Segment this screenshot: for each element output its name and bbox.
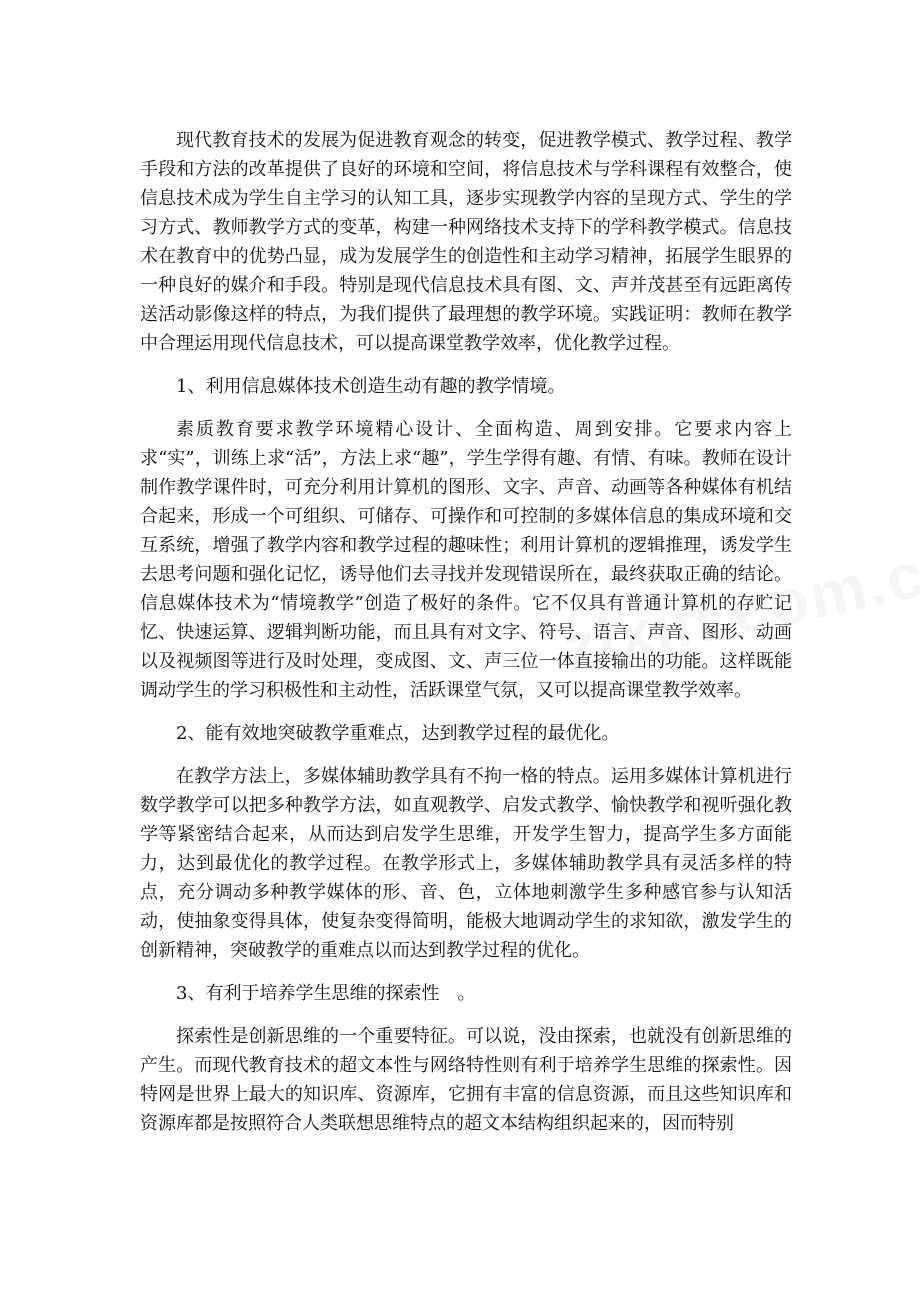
section-heading-3: 3、有利于培养学生思维的探索性 。	[176, 983, 476, 1004]
intro-paragraph: 现代教育技术的发展为促进教育观念的转变，促进教学模式、教学过程、教学手段和方法的改革提供了良好的环境和空间，将信息技术与学科课程有效整合，使信息技术成为学生自主学习的认知工具，逐步实现教学内容的呈现方式、学生的学习方式、教师教学方式的变革，构建一种网络技术支持下的学科教学模式。信息技术在教育中的优势凸显，成为发展学生的创造性和主动学习精神，拓展学生眼界的一种良好的媒介和手段。特别是现代信息技术具有图、文、声并茂甚至有远距离传送活动影像这样的特点，为我们提供了最理想的教学环境。实践证明：教师在教学中合理运用现代信息技术，可以提高课堂教学效率，优化教学过程。	[140, 130, 792, 354]
section-heading-2: 2、能有效地突破教学重难点，达到教学过程的最优化。	[176, 723, 620, 744]
document-body	[140, 126, 792, 1138]
section-3-paragraph: 探索性是创新思维的一个重要特征。可以说，没由探索，也就没有创新思维的产生。而现代教育技术的超文本性与网络特性则有利于培养学生思维的探索性。因特网是世界上最大的知识库、资源库，它拥有丰富的信息资源，而且这些知识库和资源库都是按照符合人类联想思维特点的超文本结构组织起来的，因而特别	[140, 1026, 792, 1134]
section-heading-1: 1、利用信息媒体技术创造生动有趣的教学情境。	[176, 376, 566, 397]
section-1-paragraph: 素质教育要求教学环境精心设计、全面构造、周到安排。它要求内容上求“实”，训练上求“活”，方法上求“趣”，学生学得有趣、有情、有味。教师在设计制作教学课件时，可充分利用计算机的图形、文字、声音、动画等各种媒体有机结合起来，形成一个可组织、可储存、可操作和可控制的多媒体信息的集成环境和交互系统，增强了教学内容和教学过程的趣味性；利用计算机的逻辑推理，诱发学生去思考问题和强化记忆，诱导他们去寻找并发现错误所在，最终获取正确的结论。信息媒体技术为“情境教学”创造了极好的条件。它不仅具有普通计算机的存贮记忆、快速运算、逻辑判断功能，而且具有对文字、符号、语言、声音、图形、动画以及视频图等进行及时处理，变成图、文、声三位一体直接输出的功能。这样既能调动学生的学习积极性和主动性，活跃课堂气氛，又可以提高课堂教学效率。	[140, 419, 792, 701]
section-2-paragraph: 在教学方法上，多媒体辅助教学具有不拘一格的特点。运用多媒体计算机进行数学教学可以把多种教学方法，如直观教学、启发式教学、愉快教学和视听强化教学等紧密结合起来，从而达到启发学生思维，开发学生智力，提高学生多方面能力，达到最优化的教学过程。在教学形式上，多媒体辅助教学具有灵活多样的特点，充分调动多种教学媒体的形、音、色，立体地刺激学生多种感官参与认知活动，使抽象变得具体，使复杂变得简明，能极大地调动学生的求知欲，激发学生的创新精神，突破教学的重难点以而达到教学过程的优化。	[140, 766, 792, 961]
